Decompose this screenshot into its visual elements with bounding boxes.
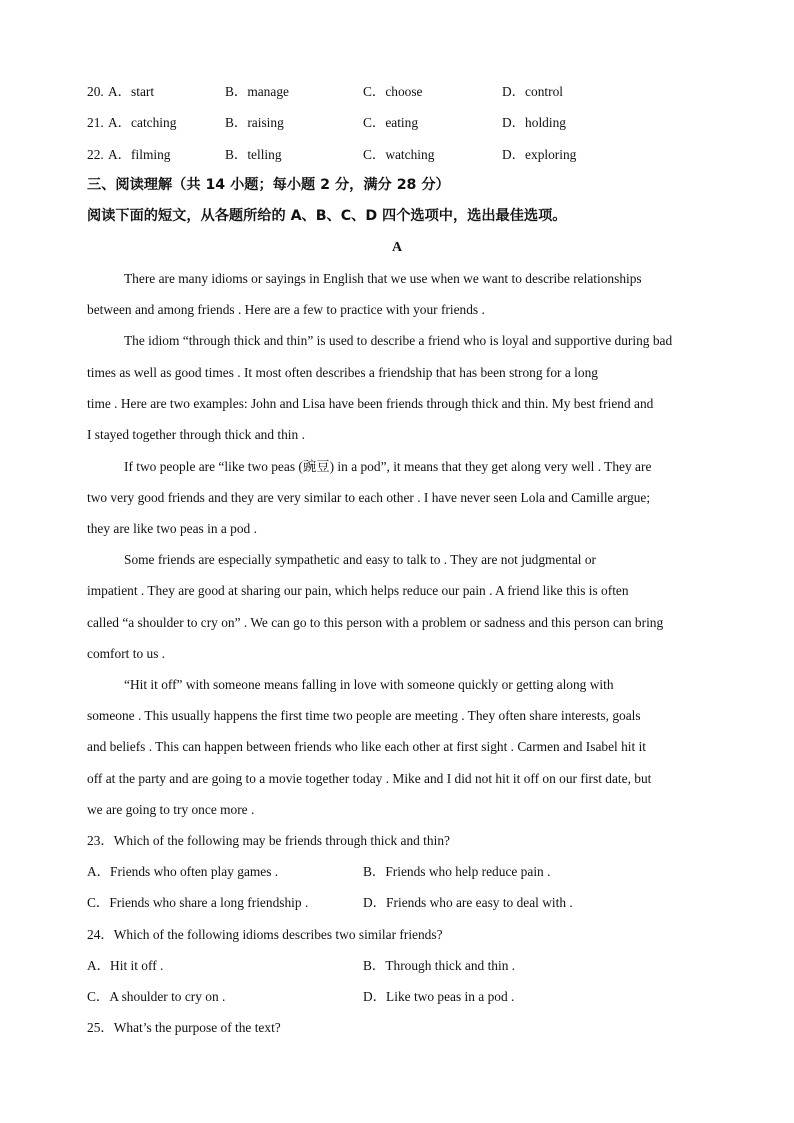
- option-b: B．Through thick and thin .: [363, 958, 516, 973]
- option-a: A．start: [108, 84, 155, 99]
- passage-line: we are going to try once more .: [87, 802, 255, 817]
- option-c: C．Friends who share a long friendship .: [87, 895, 309, 910]
- question-number: 22.: [87, 147, 104, 162]
- question-stem: 24．Which of the following idioms describes two similar friends?: [87, 927, 443, 942]
- passage-line: The idiom “through thick and thin” is used to describe a friend who is loyal and supportive during bad: [124, 333, 673, 348]
- passage-line: comfort to us .: [87, 646, 166, 661]
- passage-line: someone . This usually happens the first time two people are meeting . They often share interests, goals: [87, 708, 641, 723]
- option-a: A．filming: [108, 147, 171, 162]
- passage-line: If two people are “like two peas (豌豆) in a pod”, it means that they get along very well . They are: [124, 459, 652, 474]
- passage-label: A: [391, 240, 403, 255]
- question-number: 21.: [87, 115, 104, 130]
- section-heading: 三、阅读理解（共 14 小题；每小题 2 分，满分 28 分）: [87, 177, 450, 193]
- option-a: A．Hit it off .: [87, 958, 164, 973]
- passage-line: two very good friends and they are very similar to each other . I have never seen Lola and Camille argue;: [87, 490, 651, 505]
- passage-line: I stayed together through thick and thin .: [87, 427, 305, 442]
- question-stem: 25．What’s the purpose of the text?: [87, 1020, 281, 1035]
- option-b: B．Friends who help reduce pain .: [363, 864, 551, 879]
- passage-line: times as well as good times . It most often describes a friendship that has been strong for a long: [87, 365, 598, 380]
- question-number: 20.: [87, 84, 104, 99]
- option-c: C．A shoulder to cry on .: [87, 989, 226, 1004]
- option-d: D．Friends who are easy to deal with .: [363, 895, 573, 910]
- option-a: A．Friends who often play games .: [87, 864, 279, 879]
- option-b: B．raising: [225, 115, 284, 130]
- option-c: C．watching: [363, 147, 435, 162]
- option-d: D．exploring: [502, 147, 577, 162]
- option-d: D．holding: [502, 115, 566, 130]
- option-c: C．choose: [363, 84, 423, 99]
- passage-line: they are like two peas in a pod .: [87, 521, 257, 536]
- passage-line: and beliefs . This can happen between friends who like each other at first sight . Carmen and Isabel hit it: [87, 739, 647, 754]
- passage-line: Some friends are especially sympathetic and easy to talk to . They are not judgmental or: [124, 552, 597, 567]
- option-b: B．manage: [225, 84, 289, 99]
- passage-line: There are many idioms or sayings in English that we use when we want to describe relationships: [124, 271, 642, 286]
- option-d: D．control: [502, 84, 563, 99]
- passage-line: between and among friends . Here are a few to practice with your friends .: [87, 302, 485, 317]
- section-instruction: 阅读下面的短文，从各题所给的 A、B、C、D 四个选项中，选出最佳选项。: [87, 208, 567, 224]
- option-b: B．telling: [225, 147, 282, 162]
- passage-line: “Hit it off” with someone means falling in love with someone quickly or getting along with: [124, 677, 614, 692]
- option-c: C．eating: [363, 115, 419, 130]
- passage-line: off at the party and are going to a movie together today . Mike and I did not hit it off on our first date, but: [87, 771, 652, 786]
- passage-line: time . Here are two examples: John and Lisa have been friends through thick and thin. My best friend and: [87, 396, 654, 411]
- passage-line: impatient . They are good at sharing our pain, which helps reduce our pain . A friend like this is often: [87, 583, 629, 598]
- passage-line: called “a shoulder to cry on” . We can go to this person with a problem or sadness and this person can bring: [87, 615, 664, 630]
- option-d: D．Like two peas in a pod .: [363, 989, 515, 1004]
- option-a: A．catching: [108, 115, 177, 130]
- question-stem: 23．Which of the following may be friends through thick and thin?: [87, 833, 450, 848]
